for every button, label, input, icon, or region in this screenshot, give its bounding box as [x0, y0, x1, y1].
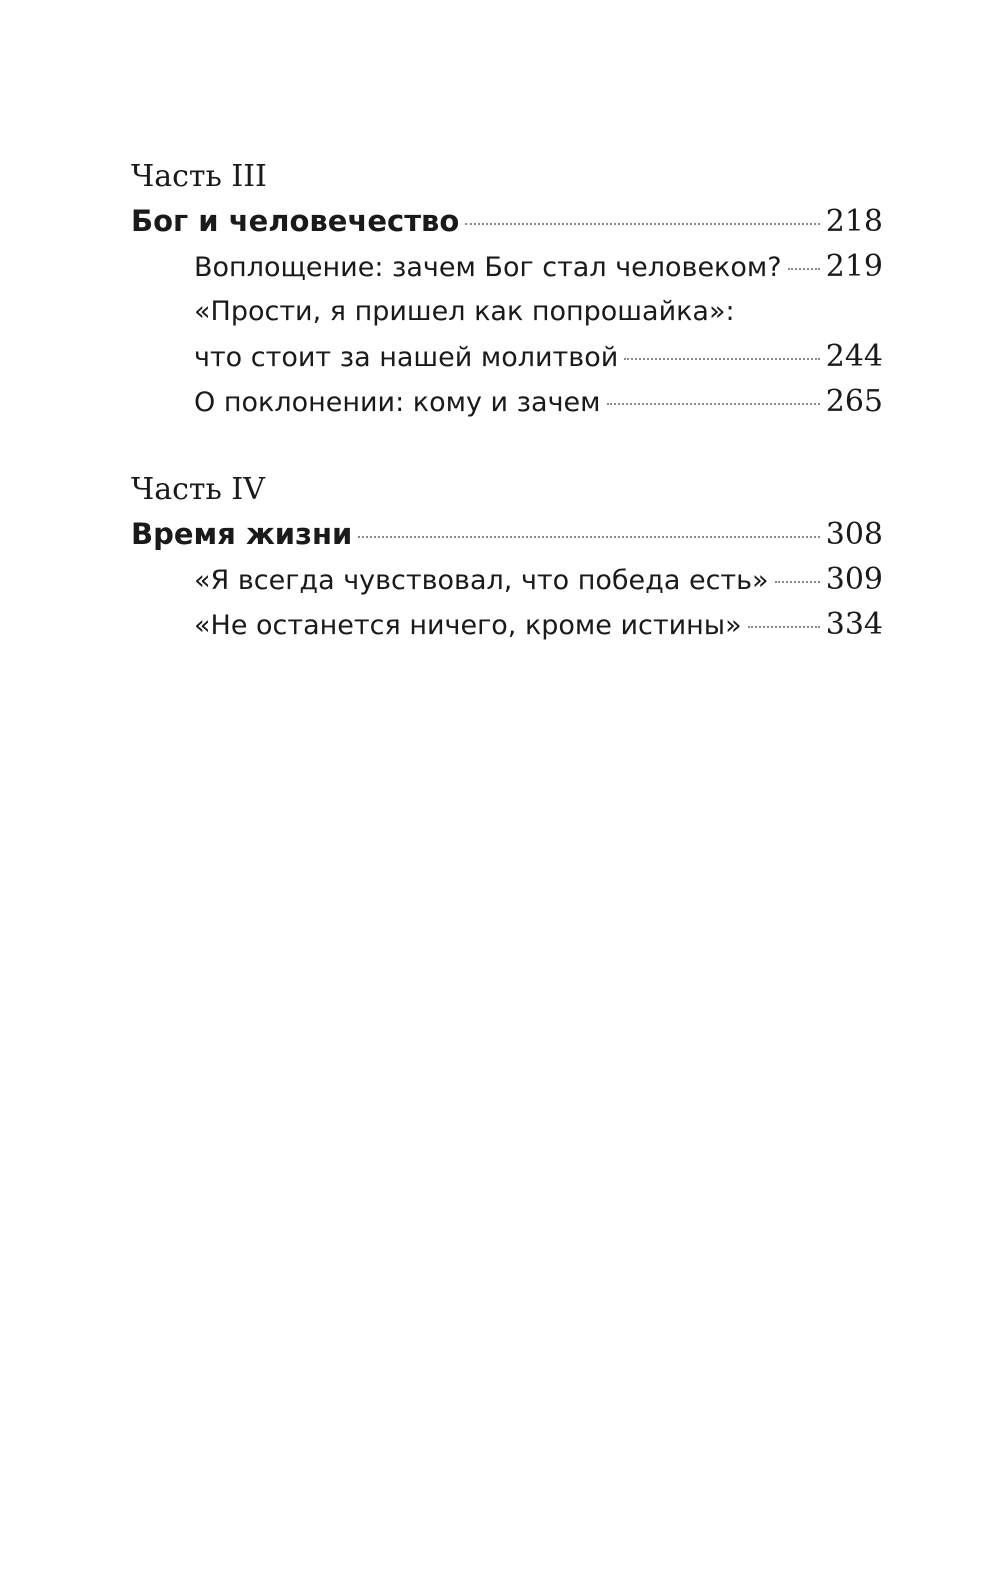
chapter-title: Время жизни: [131, 517, 353, 551]
page-number: 244: [825, 339, 883, 374]
table-of-contents: [131, 155, 883, 647]
section-title: что стоит за нашей молитвой: [194, 342, 619, 373]
dot-leader: [624, 358, 819, 360]
page-number: 218: [825, 204, 883, 239]
section-title-line: «Прости, я пришел как попрошайка»:: [194, 296, 735, 327]
dot-leader: [358, 536, 819, 538]
page-number: 265: [825, 384, 883, 419]
dot-leader: [607, 403, 820, 405]
section-title: О поклонении: кому и зачем: [194, 387, 601, 418]
section-title: «Не останется ничего, кроме истины»: [194, 610, 742, 641]
part-spacer: [131, 424, 883, 468]
dot-leader: [748, 626, 820, 628]
chapter-title: Бог и человечество: [131, 204, 460, 238]
page-number: 309: [825, 562, 883, 597]
part-3-label: Часть III: [131, 159, 267, 194]
toc-section-row: [131, 557, 883, 602]
toc-section-row: [131, 334, 883, 379]
page-number: 219: [825, 249, 883, 284]
page-number: 334: [825, 607, 883, 642]
dot-leader: [788, 268, 820, 270]
section-title: «Я всегда чувствовал, что победа есть»: [194, 565, 769, 596]
toc-section-row: [131, 244, 883, 289]
toc-section-row: [131, 379, 883, 424]
page-number: 308: [825, 517, 883, 552]
toc-chapter-row: [131, 512, 883, 557]
dot-leader: [465, 223, 819, 225]
section-title: Воплощение: зачем Бог стал человеком?: [194, 252, 782, 283]
part-4-label: Часть IV: [131, 472, 265, 507]
toc-section-row: [131, 602, 883, 647]
dot-leader: [775, 581, 820, 583]
toc-chapter-row: [131, 199, 883, 244]
